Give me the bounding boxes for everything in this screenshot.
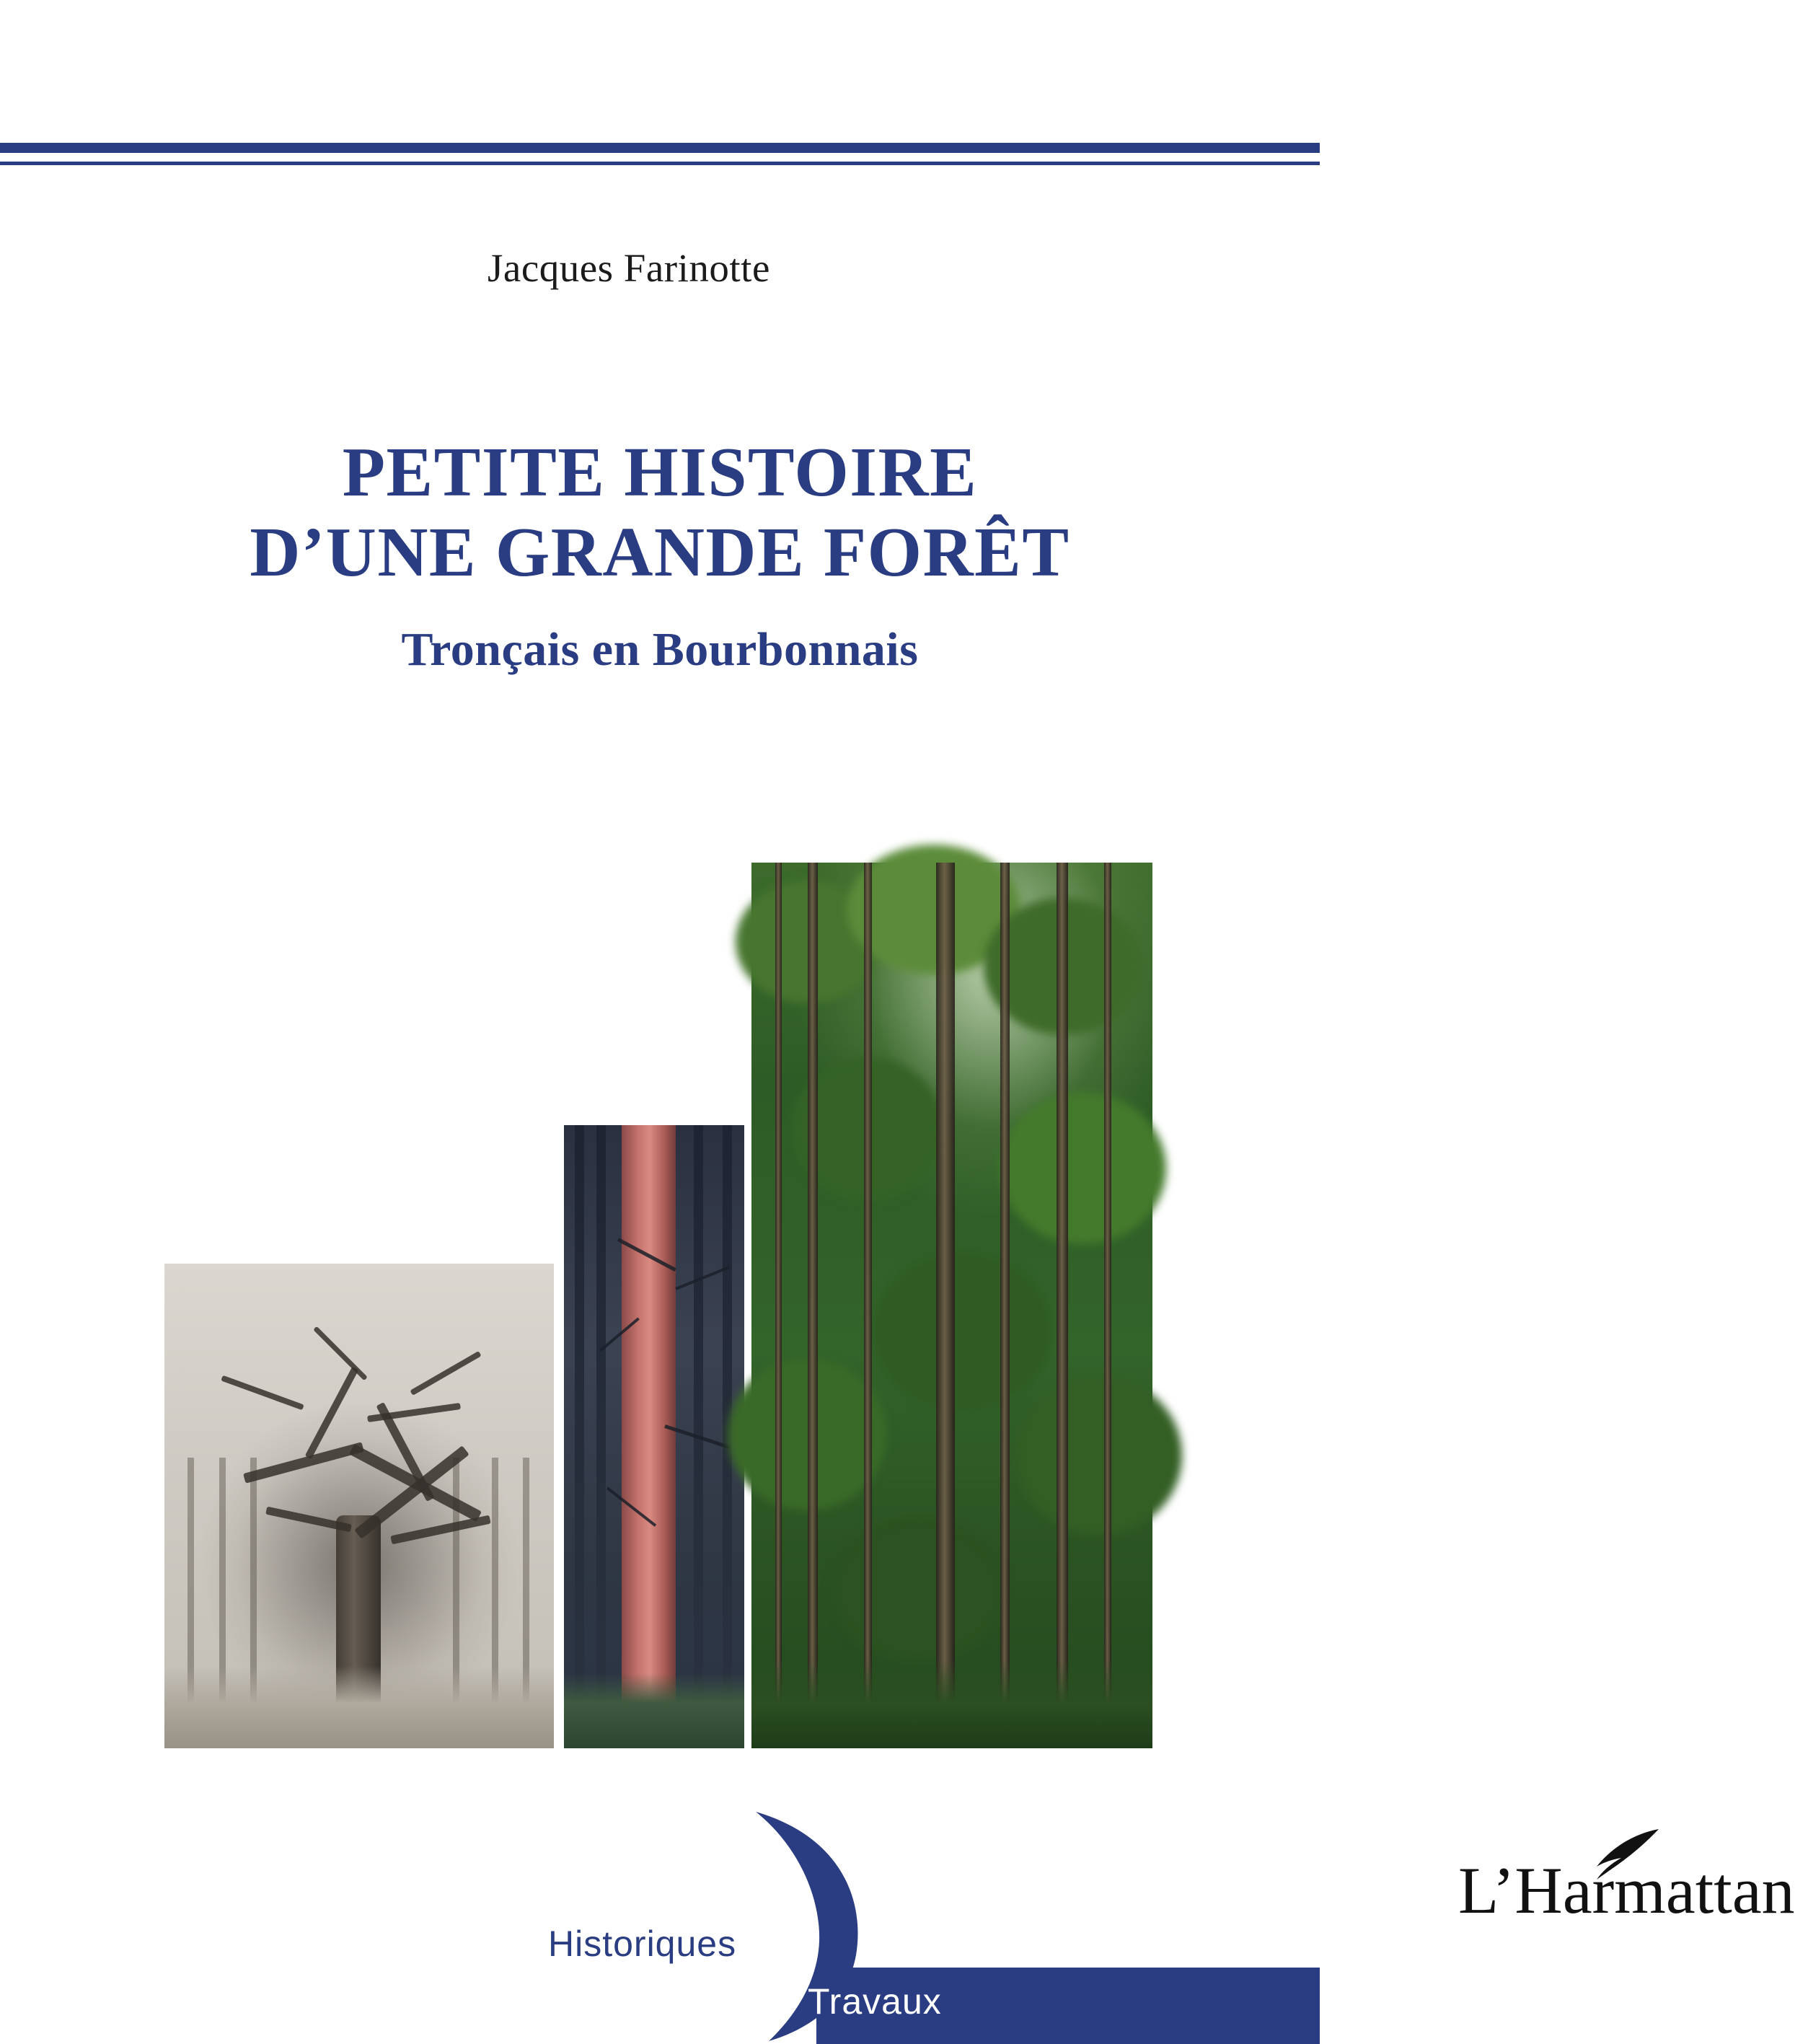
- top-rule-thick: [0, 143, 1320, 153]
- title-block: [0, 433, 1320, 677]
- collection-mark: [548, 1796, 1795, 2044]
- book-subtitle: Tronçais en Bourbonnais: [401, 623, 919, 677]
- photo-green-canopy: [751, 863, 1152, 1748]
- feather-icon: [1584, 1826, 1663, 1884]
- collection-name-label: Historiques: [548, 1924, 737, 1964]
- photo-old-oak: [164, 1264, 554, 1748]
- book-title-line-1: PETITE HISTOIRE: [342, 433, 978, 511]
- collection-series-label: Travaux: [808, 1981, 942, 2022]
- top-rule-thin: [0, 162, 1320, 165]
- publisher-name: L’Harmattan: [1458, 1854, 1795, 1927]
- cover-image-band: [0, 863, 1320, 1750]
- book-title-line-2: D’UNE GRANDE FORÊT: [250, 513, 1070, 591]
- photo-red-trunk: [564, 1125, 744, 1748]
- author-name: Jacques Farinotte: [488, 246, 770, 290]
